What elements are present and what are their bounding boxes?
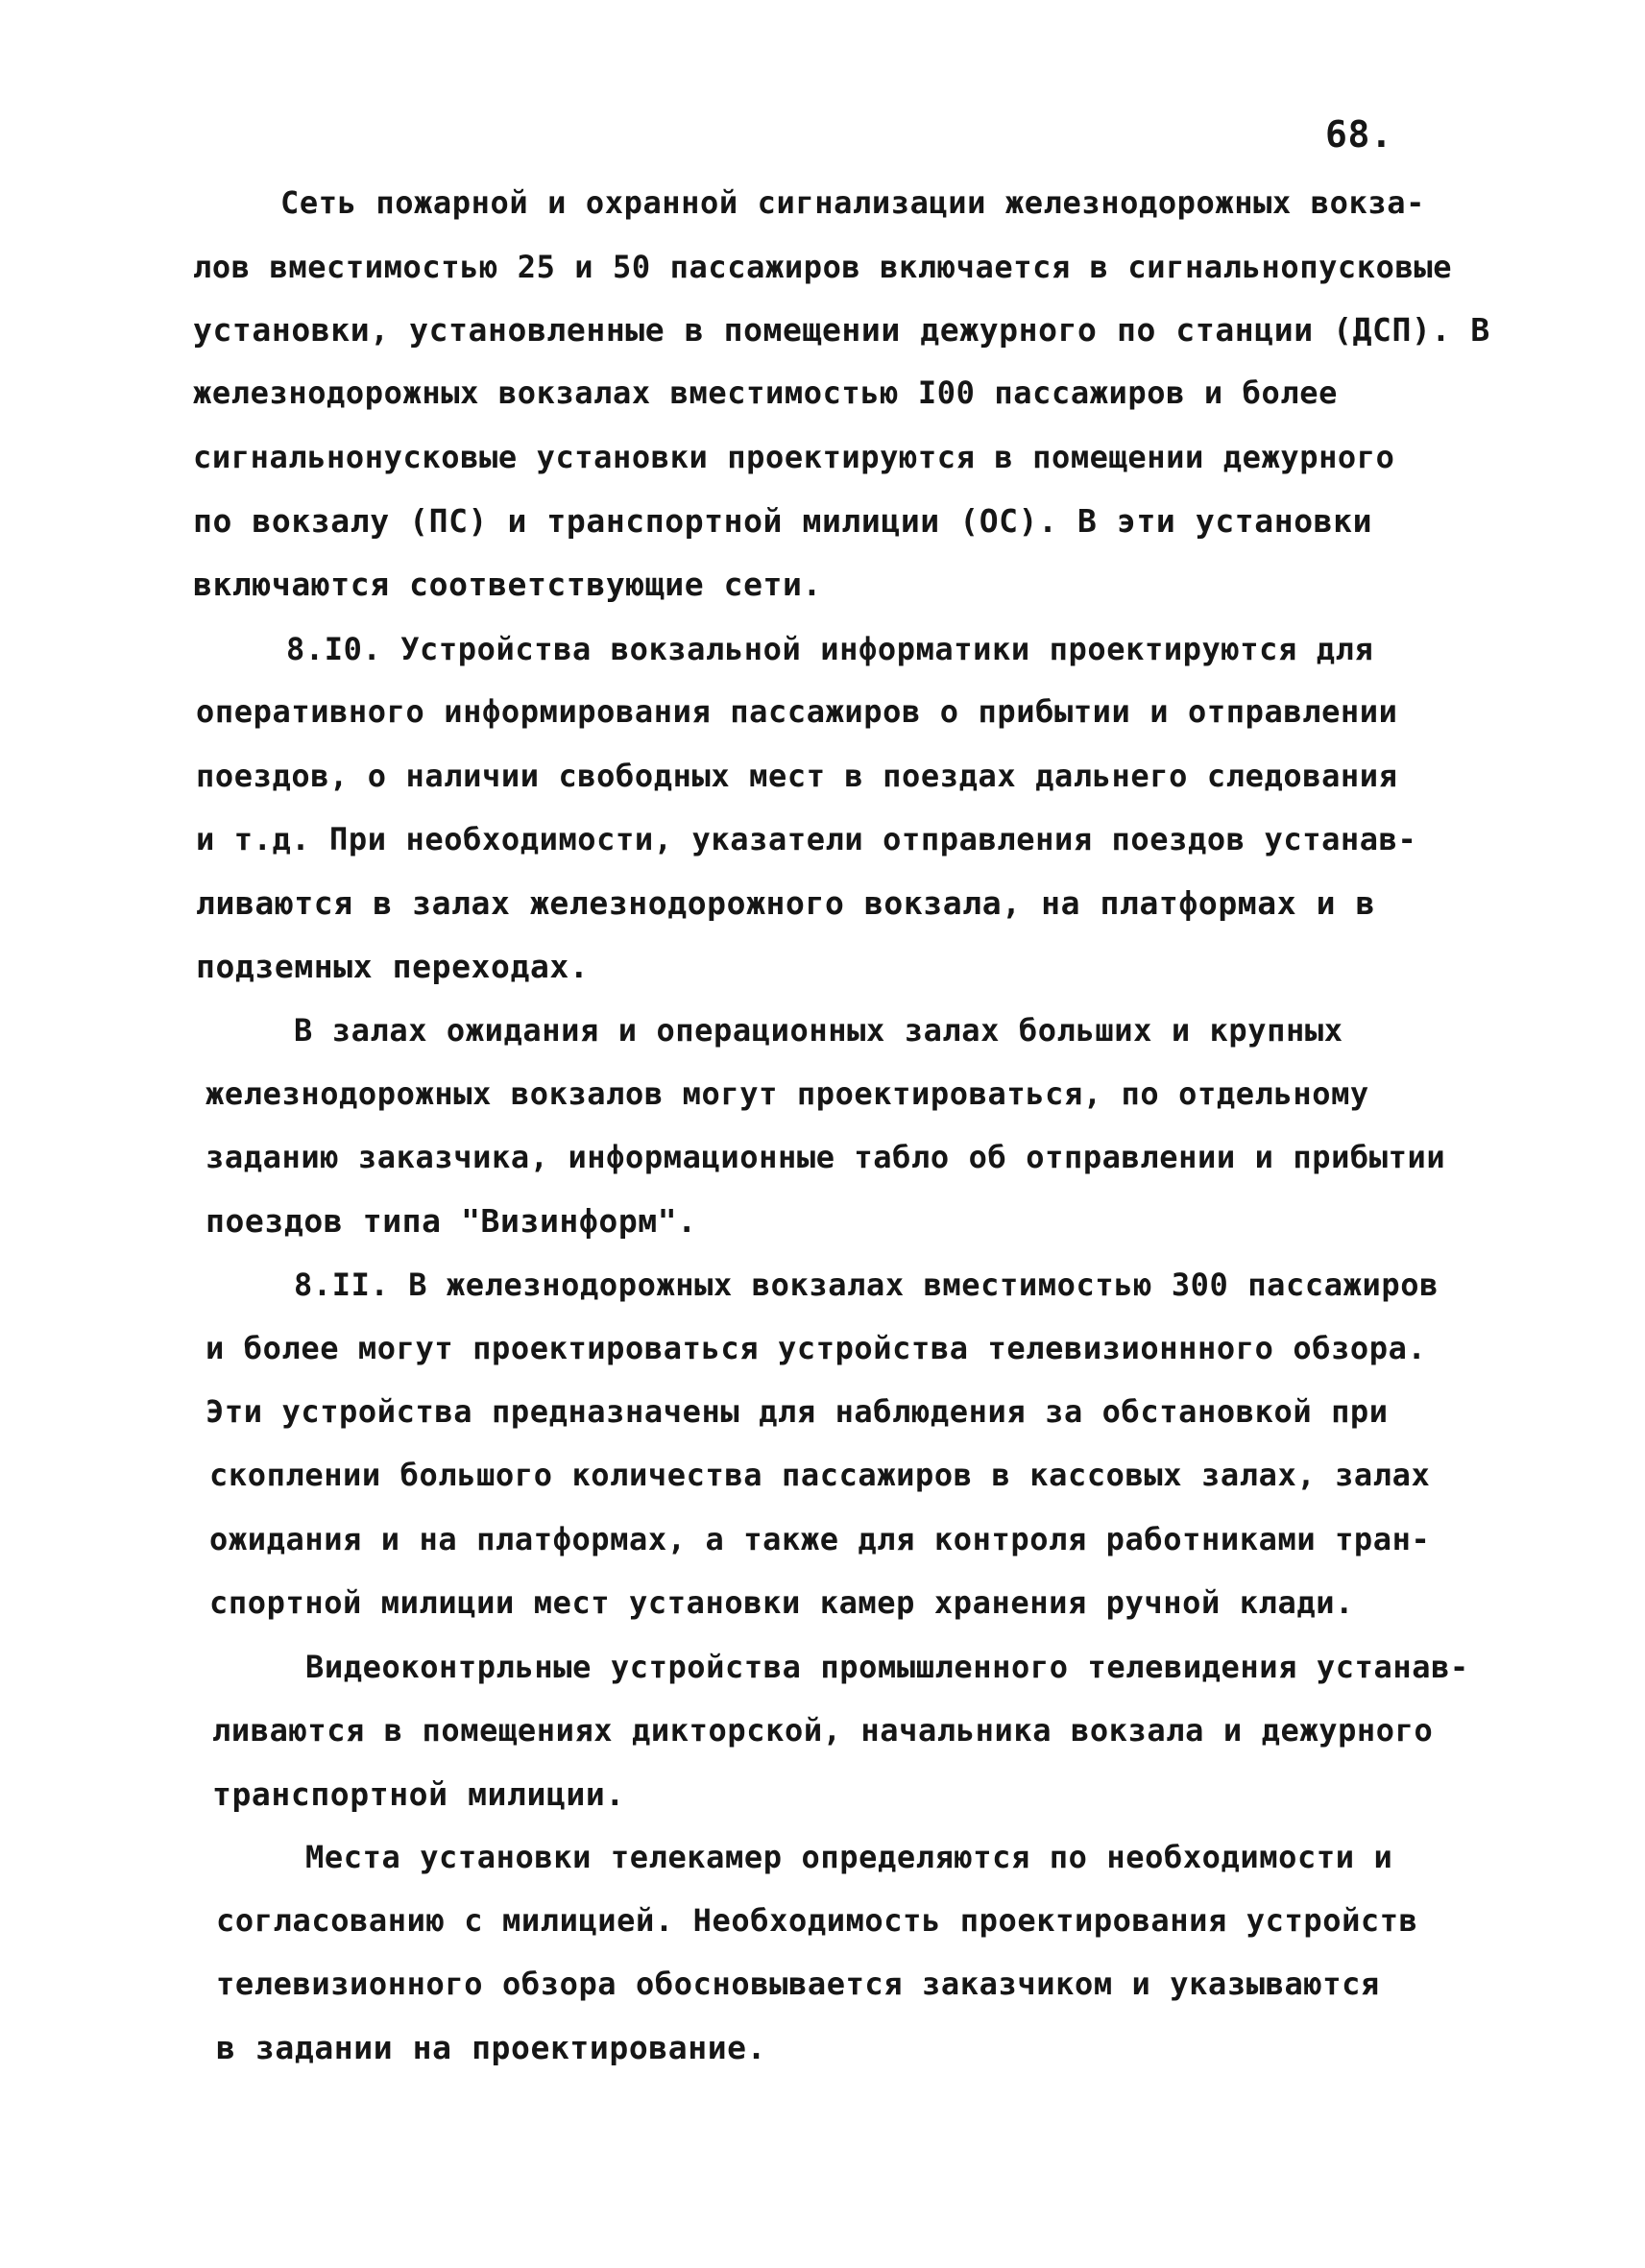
text-line: В залах ожидания и операционных залах больших и крупных [294,1012,1343,1049]
text-line: поездов, о наличии свободных мест в поездах дальнего следования [196,758,1398,794]
text-line: железнодорожных вокзалов могут проектироваться, по отдельному [206,1075,1369,1112]
text-line: подземных переходах. [196,948,590,985]
text-line: в задании на проектирование. [216,2029,767,2066]
text-line: железнодорожных вокзалах вместимостью I00 пассажиров и более [193,374,1338,411]
text-line: согласованию с милицией. Необходимость проектирования устройств [216,1902,1418,1939]
text-line: спортной милиции мест установки камер хранения ручной клади. [209,1584,1354,1621]
text-line: включаются соответствующие сети. [193,566,822,603]
text-line: Места установки телекамер определяются по необходимости и [305,1839,1393,1875]
text-line: Видеоконтрльные устройства промышленного телевидения устанав- [305,1649,1469,1685]
text-line: Эти устройства предназначены для наблюдения за обстановкой при [206,1393,1389,1430]
page-number: 68. [1325,113,1393,156]
text-line: и более могут проектироваться устройства телевизионнного обзора. [206,1330,1427,1366]
text-line: 8.II. В железнодорожных вокзалах вместимостью 300 пассажиров [294,1267,1439,1303]
text-line: транспортной милиции. [212,1775,625,1813]
text-line: оперативного информирования пассажиров о прибытии и отправлении [196,693,1398,730]
text-line: установки, установленные в помещении дежурного по станции (ДСП). В [193,311,1490,349]
text-line: телевизионного обзора обосновывается заказчиком и указываются [216,1966,1380,2002]
text-line: по вокзалу (ПС) и транспортной милиции (ОС). В эти установки [193,502,1373,540]
text-line: ожидания и на платформах, а также для контроля работниками тран- [209,1521,1431,1557]
text-line: скоплении большого количества пассажиров в кассовых залах, залах [209,1457,1431,1493]
text-line: 8.I0. Устройства вокзальной информатики проектируются для [286,631,1374,667]
text-line: и т.д. При необходимости, указатели отправления поездов устанав- [196,821,1417,857]
text-line: заданию заказчика, информационные табло об отправлении и прибытии [206,1139,1446,1175]
text-line: ливаются в залах железнодорожного вокзала, на платформах и в [196,884,1376,922]
text-line: сигнальнонусковые установки проектируются в помещении дежурного [193,439,1395,475]
text-line: поездов типа "Визинформ". [206,1202,697,1240]
text-line: ливаются в помещениях дикторской, начальника вокзала и дежурного [212,1712,1434,1749]
text-line: Сеть пожарной и охранной сигнализации железнодорожных вокза- [280,184,1425,221]
text-line: лов вместимостью 25 и 50 пассажиров включается в сигнальнопусковые [193,249,1453,285]
